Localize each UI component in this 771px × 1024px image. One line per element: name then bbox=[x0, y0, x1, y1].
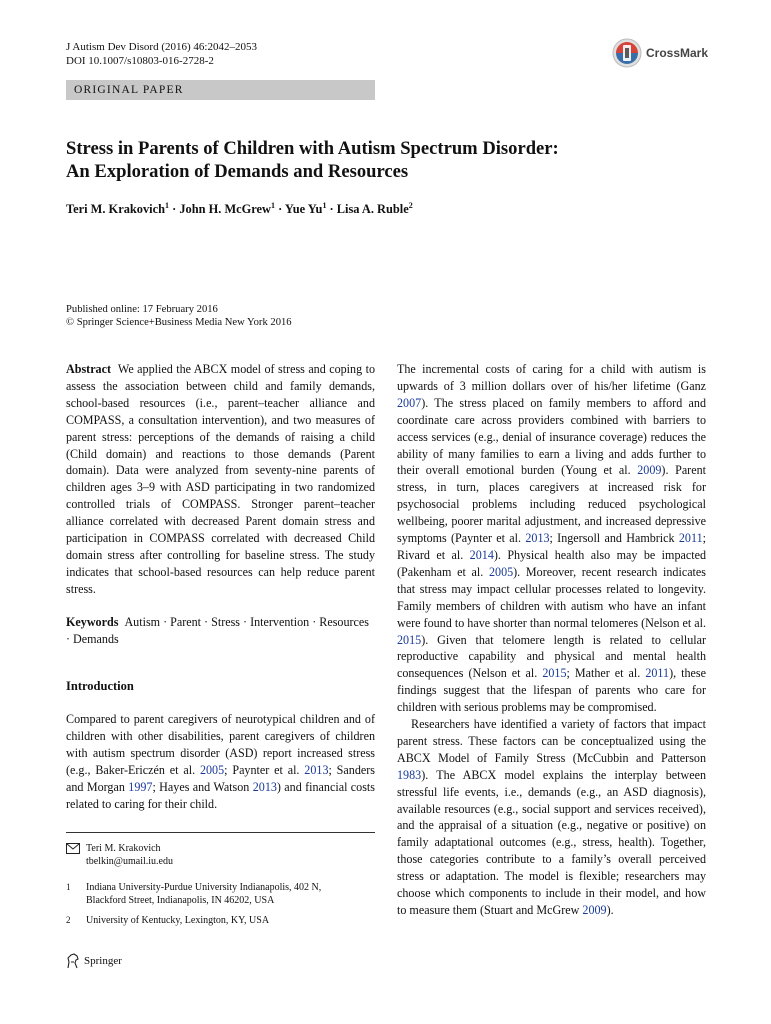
paragraph-text: The incremental costs of caring for a child with autism is upwards of 3 million dollars over of his/her lifetime (Ganz bbox=[397, 362, 706, 393]
citation-link[interactable]: 1997 bbox=[128, 780, 153, 795]
abstract-label: Abstract bbox=[66, 362, 112, 376]
keywords-label: Keywords bbox=[66, 614, 119, 629]
affiliation-2-text: University of Kentucky, Lexington, KY, USA bbox=[86, 915, 270, 926]
citation-link[interactable]: 1983 bbox=[397, 767, 422, 782]
paragraph-text: ). Given that telomere length is related to cellular reproductive capability and physical and mental health consequences (Nelson et al. bbox=[397, 632, 706, 681]
author-affiliation-marker[interactable]: 1 bbox=[322, 201, 327, 210]
right-paragraph-2 bbox=[397, 716, 706, 919]
affiliation-1-line-1: Indiana University-Purdue University Indianapolis, 402 N, bbox=[86, 882, 322, 893]
publisher-footer bbox=[66, 953, 122, 969]
copyright-line: © Springer Science+Business Media New York 2016 bbox=[66, 317, 292, 328]
paragraph-text: ; Sanders and Morgan bbox=[66, 763, 375, 795]
paragraph-text: ; Mather et al. bbox=[566, 666, 646, 681]
corresponding-email[interactable]: tbelkin@umail.iu.edu bbox=[86, 856, 173, 867]
journal-citation: J Autism Dev Disord (2016) 46:2042–2053 bbox=[66, 41, 257, 53]
paragraph-text: ). The ABCX model explains the interplay between stressful life events, i.e., demands (e.g., an ASD diagnosis), available resources (e.g., social support and services received), and the appraisal of a situation (e.g., negative or positive) on family adaptational outcomes (e.g., stress, health). Together, those categories contribute to a family’s overall perceived stress or adaptation. The model is flexible; researchers may choose which components to include in their model, and how to measure them (Stuart and McGrew bbox=[397, 767, 706, 917]
affiliation-2 bbox=[66, 914, 269, 927]
affiliation-2-number: 2 bbox=[66, 915, 71, 925]
citation-link[interactable]: 2013 bbox=[252, 780, 277, 795]
doi-line: DOI 10.1007/s10803-016-2728-2 bbox=[66, 55, 214, 67]
paragraph-text: Researchers have identified a variety of factors that impact parent stress. These factors can be conceptualized using the ABCX Model of Family Stress (McCubbin and Patterson bbox=[397, 717, 706, 765]
section-heading-introduction: Introduction bbox=[66, 678, 134, 693]
author-name[interactable]: Lisa A. Ruble bbox=[336, 202, 409, 217]
paragraph-text: ) and financial costs related to caring for their child. bbox=[66, 780, 375, 811]
paragraph-text: Compared to parent caregivers of neurotypical children and of children with other disabilities, parent caregivers of children with autism spectrum disorder (ASD) report increased stress (e.g., Baker-Ericzén et al. bbox=[66, 712, 375, 778]
crossmark-icon bbox=[612, 38, 642, 68]
paragraph-text: ). bbox=[606, 903, 614, 917]
springer-horse-icon bbox=[66, 953, 80, 969]
citation-link[interactable]: 2011 bbox=[645, 666, 670, 681]
author-affiliation-marker[interactable]: 1 bbox=[165, 201, 170, 210]
paragraph-text: ; Ingersoll and Hambrick bbox=[549, 531, 679, 546]
author-affiliation-marker[interactable]: 2 bbox=[408, 201, 413, 210]
citation-link[interactable]: 2011 bbox=[678, 531, 703, 546]
published-date: Published online: 17 February 2016 bbox=[66, 304, 218, 315]
keywords-text: Autism · Parent · Stress · Intervention · Resources · Demands bbox=[66, 614, 369, 646]
author-name[interactable]: John H. McGrew bbox=[179, 202, 272, 217]
paragraph-text: ; Rivard et al. bbox=[397, 531, 706, 562]
citation-link[interactable]: 2013 bbox=[525, 531, 550, 546]
paragraph-text: ). Parent stress, in turn, places caregivers at increased risk for psychosocial problems including reduced psychological wellbeing, poorer marital adjustment, and increased depressive symptoms (Paynter et al. bbox=[397, 463, 706, 546]
crossmark-label: CrossMark bbox=[646, 46, 709, 60]
author-separator: · bbox=[326, 202, 337, 217]
paragraph-text: ; Paynter et al. bbox=[224, 763, 305, 778]
citation-link[interactable]: 2013 bbox=[304, 763, 329, 778]
affiliation-1-number: 1 bbox=[66, 882, 71, 892]
author-name[interactable]: Teri M. Krakovich bbox=[66, 202, 166, 217]
article-type-banner: ORIGINAL PAPER bbox=[66, 80, 375, 100]
citation-link[interactable]: 2014 bbox=[469, 547, 494, 562]
title-line-1: Stress in Parents of Children with Autism Spectrum Disorder: bbox=[66, 138, 559, 159]
publication-info bbox=[66, 303, 292, 329]
abstract-text: We applied the ABCX model of stress and coping to assess the association between child and family demands, school-based resources (i.e., parent–teacher alliance and COMPASS, a consultation intervention), and two measures of parent stress: perceptions of the demands of raising a child (Child domain) and reactions to those demands (Parent domain). Data were analyzed from seventy-nine parents of children ages 3–9 with ASD participating in two randomized controlled trials of COMPASS. Stronger parent–teacher alliance correlated with decreased Parent domain stress and participation in COMPASS correlated with decreased Child domain stress after controlling for baseline stress. The study indicates that school-based resources can help reduce parent stress. bbox=[66, 362, 375, 596]
corresponding-name: Teri M. Krakovich bbox=[86, 843, 161, 854]
paragraph-text: ; Hayes and Watson bbox=[152, 780, 253, 795]
author-affiliation-marker[interactable]: 1 bbox=[271, 201, 276, 210]
author-list bbox=[66, 201, 413, 217]
citation-link[interactable]: 2015 bbox=[542, 666, 567, 681]
right-column bbox=[397, 361, 706, 919]
author-separator: · bbox=[275, 202, 285, 217]
paragraph-text: ). Physical health also may be impacted (Pakenham et al. bbox=[397, 547, 707, 579]
right-paragraph-1 bbox=[397, 361, 706, 716]
corresponding-author bbox=[66, 842, 173, 868]
citation-link[interactable]: 2005 bbox=[488, 564, 514, 579]
citation-link[interactable]: 2005 bbox=[199, 763, 225, 778]
affiliation-1-line-2: Blackford Street, Indianapolis, IN 46202, USA bbox=[86, 895, 275, 906]
envelope-icon bbox=[66, 843, 80, 854]
intro-paragraph-1 bbox=[66, 711, 375, 812]
citation-link[interactable]: 2009 bbox=[582, 903, 607, 917]
paragraph-text: ), these findings suggest that the lifespan of parents who care for children with serious problems may be compromised. bbox=[397, 666, 706, 715]
crossmark-badge[interactable] bbox=[612, 38, 708, 68]
abstract bbox=[66, 361, 375, 598]
citation-link[interactable]: 2009 bbox=[637, 463, 662, 478]
left-column bbox=[66, 361, 375, 813]
citation-link[interactable]: 2007 bbox=[397, 395, 422, 410]
publisher-name: Springer bbox=[84, 955, 122, 967]
article-title bbox=[66, 137, 706, 183]
keywords bbox=[66, 614, 375, 648]
citation-link[interactable]: 2015 bbox=[397, 632, 422, 647]
title-line-2: An Exploration of Demands and Resources bbox=[66, 161, 409, 182]
paragraph-text: ). Moreover, recent research indicates that stress may impact cellular processes related to longevity. Family members of children with autism who have an infant were found to have shorter than normal telomeres (Nelson et al. bbox=[397, 564, 706, 630]
paragraph-text: ). The stress placed on family members to afford and coordinate care across providers combined with barriers to access services (e.g., denial of insurance coverage) reduces the ability of many families to earn a living and adds further to their overall emotional burden (Young et al. bbox=[397, 395, 706, 478]
author-name[interactable]: Yue Yu bbox=[284, 202, 323, 217]
author-separator: · bbox=[169, 202, 180, 217]
footnote-rule bbox=[66, 832, 375, 833]
affiliation-1 bbox=[66, 881, 321, 907]
